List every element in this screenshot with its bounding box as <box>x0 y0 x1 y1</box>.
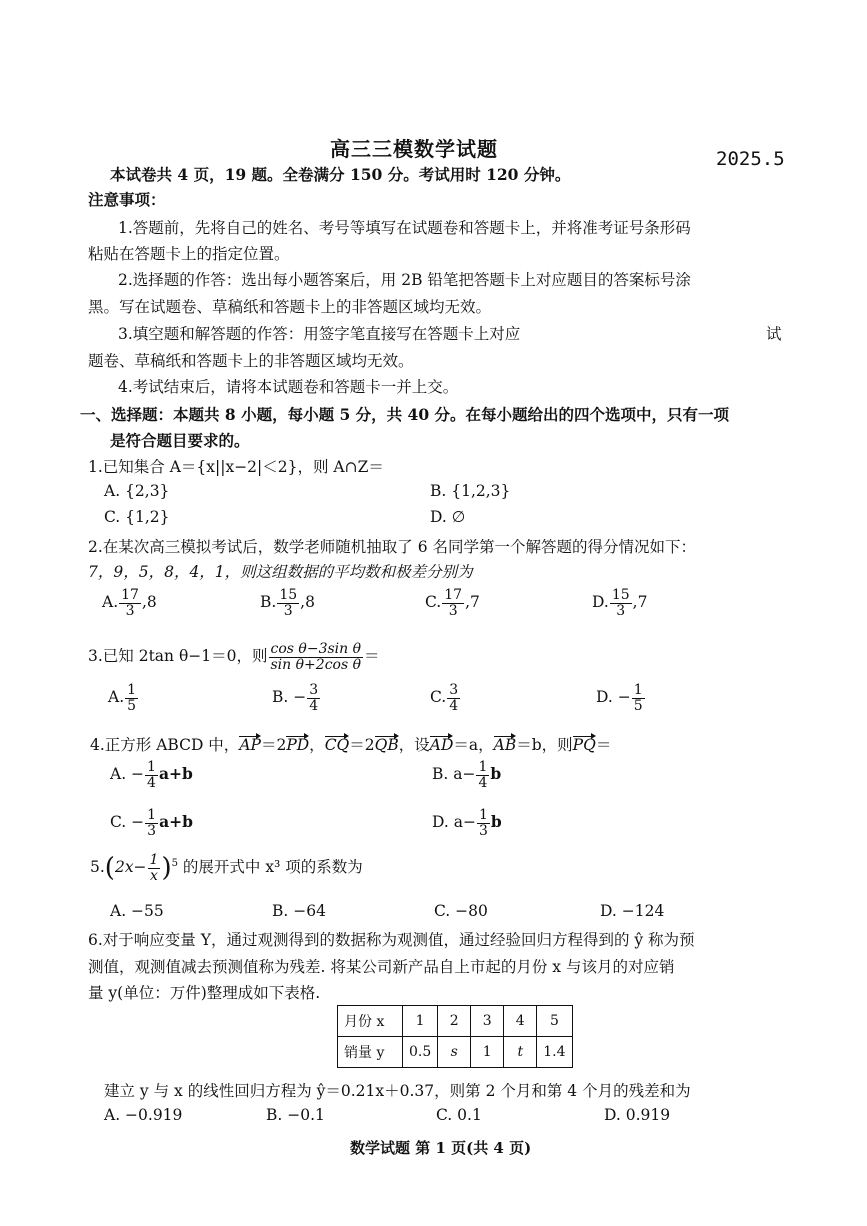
table-cell: 3 <box>471 1006 504 1037</box>
table-row <box>338 1006 573 1037</box>
table-cell: 4 <box>504 1006 537 1037</box>
q6-option-d: D. 0.919 <box>604 1106 671 1124</box>
note-2b: 黑。写在试题卷、草稿纸和答题卡上的非答题区域均无效。 <box>88 298 492 316</box>
q2-option-b: B. $\frac{15}{3}$ ,8 <box>260 587 315 619</box>
q4-option-c: C. − $\frac{1}{3}$ a+b <box>110 807 193 839</box>
sales-table <box>337 1005 573 1068</box>
q2-stem-line1: 2.在某次高三模拟考试后，数学老师随机抽取了 6 名同学第一个解答题的得分情况如下： <box>88 538 697 556</box>
exam-date: 2025.5 <box>716 148 785 170</box>
q1-stem: 1.已知集合 A＝{x||x−2|＜2}，则 A∩Z＝ <box>88 458 384 476</box>
q2-stem-line2: 7，9，5，8，4，1，则这组数据的平均数和极差分别为 <box>88 563 473 581</box>
q5-stem: 5.(2x− $\frac{1}{x}$ )$^5$ 的展开式中 x³ 项的系数为 <box>90 852 363 884</box>
q6-option-b: B. −0.1 <box>266 1106 325 1124</box>
q1-option-c: C. {1,2} <box>104 508 170 526</box>
q3-option-a: A. $\frac{1}{5}$ <box>108 682 137 714</box>
q6-stem-line3: 量 y(单位：万件)整理成如下表格. <box>88 984 321 1002</box>
note-3a: 3.填空题和解答题的作答：用签字笔直接写在答题卡上对应 <box>118 325 521 343</box>
q5-option-c: C. −80 <box>434 902 488 920</box>
q5-option-b: B. −64 <box>272 902 326 920</box>
q1-option-a: A. {2,3} <box>104 482 170 500</box>
table-cell: 1 <box>471 1037 504 1068</box>
table-cell: 销量 y <box>338 1037 403 1068</box>
q2-option-d: D. $\frac{15}{3}$ ,7 <box>592 587 648 619</box>
q6-stem-line4: 建立 y 与 x 的线性回归方程为 ŷ＝0.21x＋0.37，则第 2 个月和第 4 个月的残差和为 <box>104 1082 691 1100</box>
q5-option-d: D. −124 <box>600 902 665 920</box>
q4-option-b: B. a− $\frac{1}{4}$ b <box>432 759 502 791</box>
page-title: 高三三模数学试题 <box>330 137 498 161</box>
note-3a-end: 试 <box>766 325 782 343</box>
q1-option-b: B. {1,2,3} <box>430 482 511 500</box>
table-row <box>338 1037 573 1068</box>
q3-option-c: C. $\frac{3}{4}$ <box>430 682 459 714</box>
table-cell: 1 <box>403 1006 438 1037</box>
q6-stem-line1: 6.对于响应变量 Y，通过观测得到的数据称为观测值，通过经验回归方程得到的 ŷ 称为预 <box>88 931 695 949</box>
q3-option-d: D. − $\frac{1}{5}$ <box>596 682 643 714</box>
note-1b: 粘贴在答题卡上的指定位置。 <box>88 245 290 263</box>
note-2a: 2.选择题的作答：选出每小题答案后，用 2B 铅笔把答题卡上对应题目的答案标号涂 <box>118 271 691 289</box>
note-1a: 1.答题前，先将自己的姓名、考号等填写在试题卷和答题卡上，并将准考证号条形码 <box>118 219 691 237</box>
q5-option-a: A. −55 <box>110 902 164 920</box>
q4-option-a: A. − $\frac{1}{4}$ a+b <box>110 759 193 791</box>
page-footer: 数学试题 第 1 页(共 4 页) <box>350 1139 532 1157</box>
table-cell: 5 <box>537 1006 572 1037</box>
q3-option-b: B. − $\frac{3}{4}$ <box>272 682 319 714</box>
q3-stem: 3.已知 2tan θ−1＝0，则 $\frac{\text{cos θ−3sin θ}}{\text{sin θ+2cos θ}}$ ＝ <box>88 641 380 673</box>
q4-stem: 4.正方形 ABCD 中，AP＝2PD，CQ＝2QB，设AD＝a，AB＝b，则PQ＝ <box>90 736 612 754</box>
q2-option-a: A. $\frac{17}{3}$ ,8 <box>102 587 157 619</box>
table-cell: 0.5 <box>403 1037 438 1068</box>
table-cell: s <box>438 1037 471 1068</box>
q6-option-a: A. −0.919 <box>104 1106 183 1124</box>
table-cell: t <box>504 1037 537 1068</box>
table-cell: 2 <box>438 1006 471 1037</box>
notes-heading: 注意事项： <box>88 190 166 209</box>
table-cell: 月份 x <box>338 1006 403 1037</box>
section-heading-line1: 一、选择题：本题共 8 小题，每小题 5 分，共 40 分。在每小题给出的四个选项中，只有一项 <box>80 405 730 424</box>
q2-option-c: C. $\frac{17}{3}$ ,7 <box>425 587 480 619</box>
section-heading-line2: 是符合题目要求的。 <box>110 431 250 450</box>
q4-option-d: D. a− $\frac{1}{3}$ b <box>432 807 502 839</box>
table-cell: 1.4 <box>537 1037 572 1068</box>
note-3b: 题卷、草稿纸和答题卡上的非答题区域均无效。 <box>88 352 414 370</box>
note-4: 4.考试结束后，请将本试题卷和答题卡一并上交。 <box>118 378 459 396</box>
q6-stem-line2: 测值，观测值减去预测值称为残差. 将某公司新产品自上市起的月份 x 与该月的对应销 <box>88 958 675 976</box>
exam-intro: 本试卷共 4 页，19 题。全卷满分 150 分。考试用时 120 分钟。 <box>110 165 571 184</box>
q1-option-d: D. ∅ <box>430 508 466 526</box>
q6-option-c: C. 0.1 <box>436 1106 482 1124</box>
